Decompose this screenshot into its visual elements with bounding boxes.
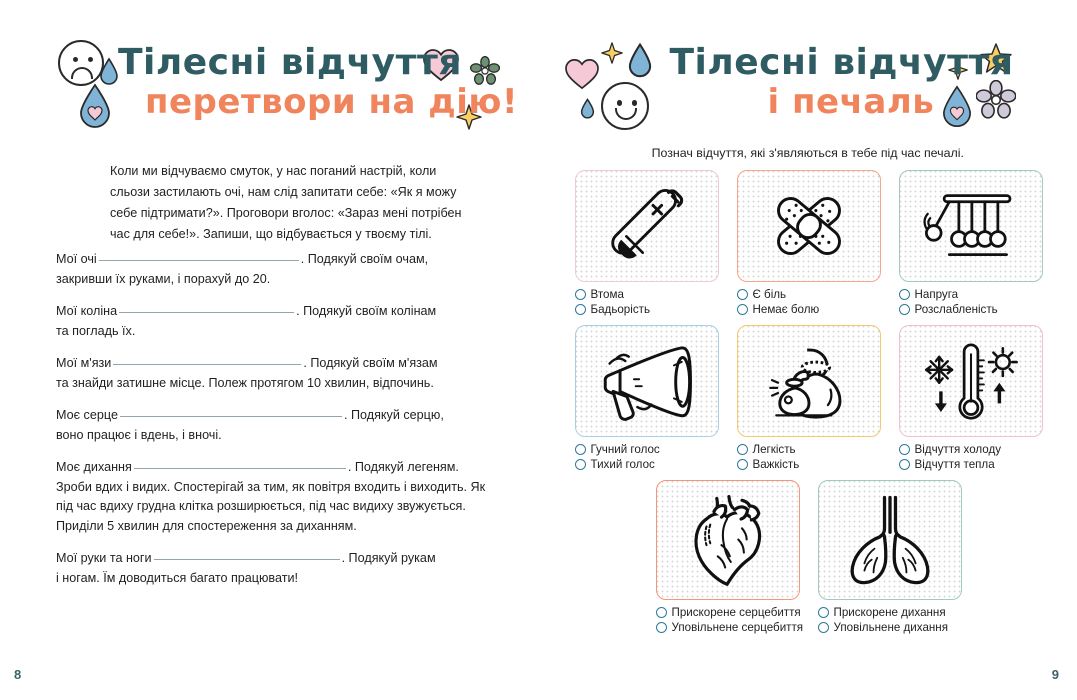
card-options xyxy=(737,442,881,472)
field-tail: . Подякуй серцю, xyxy=(343,408,444,422)
write-in-line[interactable] xyxy=(154,558,340,560)
option-row[interactable] xyxy=(656,620,804,635)
left-title-line2: перетвори на дію! xyxy=(145,82,518,122)
option-label: Є біль xyxy=(752,288,787,301)
right-page xyxy=(539,0,1077,700)
feeling-card xyxy=(737,170,881,317)
feeling-card xyxy=(575,170,719,317)
option-checkbox[interactable] xyxy=(575,304,586,315)
teardrop-heart-icon xyxy=(78,82,112,130)
card-options xyxy=(899,442,1043,472)
option-row[interactable] xyxy=(818,605,962,620)
option-row[interactable] xyxy=(737,457,881,472)
option-label: Легкість xyxy=(752,443,796,456)
option-label: Прискорене серцебиття xyxy=(671,606,801,619)
field-instruction: та знайди затишне місце. Полеж протягом 10 хвилин, відпочинь. xyxy=(56,375,434,390)
option-row[interactable] xyxy=(818,620,962,635)
feeling-card xyxy=(818,480,962,635)
option-row[interactable] xyxy=(899,442,1043,457)
field-label: Моє дихання xyxy=(56,460,132,474)
heart-icon xyxy=(564,58,600,90)
card-options xyxy=(656,605,804,635)
card-row xyxy=(575,325,1043,472)
option-checkbox[interactable] xyxy=(737,289,748,300)
option-row[interactable] xyxy=(737,287,881,302)
field-label: Мої очі xyxy=(56,252,97,266)
option-label: Втома xyxy=(590,288,624,301)
option-label: Прискорене дихання xyxy=(833,606,946,619)
option-checkbox[interactable] xyxy=(818,622,829,633)
option-row[interactable] xyxy=(899,287,1043,302)
option-row[interactable] xyxy=(575,302,719,317)
fill-in-field xyxy=(56,458,494,536)
option-label: Немає болю xyxy=(752,303,820,316)
teardrop-icon xyxy=(627,42,653,80)
card-options xyxy=(818,605,962,635)
option-row[interactable] xyxy=(575,287,719,302)
fill-in-fields xyxy=(56,250,494,601)
heart-organ-icon-card xyxy=(656,480,800,600)
smiley-face-icon xyxy=(601,82,649,130)
instruction-text: Познач відчуття, які з'являються в тебе під час печалі. xyxy=(651,146,964,160)
fill-in-field xyxy=(56,406,494,445)
field-tail: . Подякуй легеням. xyxy=(347,460,459,474)
option-label: Розслабленість xyxy=(914,303,998,316)
fill-in-field xyxy=(56,250,494,289)
fill-in-field xyxy=(56,354,494,393)
page-number-right: 9 xyxy=(1051,667,1059,682)
field-instruction: воно працює і вдень, і вночі. xyxy=(56,427,222,442)
right-title-line2: і печаль xyxy=(767,82,935,122)
field-tail: . Подякуй своїм колінам xyxy=(296,304,437,318)
option-row[interactable] xyxy=(656,605,800,620)
write-in-line[interactable] xyxy=(119,311,294,313)
option-label: Тихий голос xyxy=(590,458,655,471)
left-title-line1: Тілесні відчуття xyxy=(118,42,462,83)
teardrop-small-icon xyxy=(580,98,595,120)
option-label: Напруга xyxy=(914,288,959,301)
field-tail: . Подякуй своїм очам, xyxy=(300,252,429,266)
option-checkbox[interactable] xyxy=(575,444,586,455)
option-label: Важкість xyxy=(752,458,800,471)
option-label: Гучний голос xyxy=(590,443,660,456)
option-row[interactable] xyxy=(575,457,719,472)
field-tail: . Подякуй рукам xyxy=(341,551,436,565)
card-options xyxy=(575,287,719,317)
option-checkbox[interactable] xyxy=(737,304,748,315)
thermometer-icon-card xyxy=(899,325,1043,437)
option-checkbox[interactable] xyxy=(899,289,910,300)
feeling-card xyxy=(899,170,1043,317)
fill-in-field xyxy=(56,302,494,341)
option-checkbox[interactable] xyxy=(575,289,586,300)
option-row[interactable] xyxy=(575,442,719,457)
sparkle-star-icon xyxy=(601,42,623,64)
option-row[interactable] xyxy=(737,302,881,317)
write-in-line[interactable] xyxy=(99,259,299,261)
battery-low-icon-card xyxy=(575,170,719,282)
newtons-cradle-icon-card xyxy=(899,170,1043,282)
option-row[interactable] xyxy=(899,302,1043,317)
field-tail: . Подякуй своїм м'язам xyxy=(303,356,438,370)
option-checkbox[interactable] xyxy=(899,304,910,315)
sad-face-icon xyxy=(58,40,104,86)
kettlebell-icon-card xyxy=(737,325,881,437)
option-label: Відчуття тепла xyxy=(914,458,995,471)
field-instruction: закривши їх руками, і порахуй до 20. xyxy=(56,271,271,286)
lungs-icon-card xyxy=(818,480,962,600)
option-checkbox[interactable] xyxy=(737,459,748,470)
card-row xyxy=(575,170,1043,317)
option-row[interactable] xyxy=(899,457,1043,472)
write-in-line[interactable] xyxy=(113,363,301,365)
option-checkbox[interactable] xyxy=(656,607,667,618)
option-label: Уповільнене серцебиття xyxy=(671,621,804,634)
field-label: Мої коліна xyxy=(56,304,118,318)
card-row xyxy=(575,480,1043,635)
feeling-card xyxy=(899,325,1043,472)
field-instruction: Зроби вдих і видих. Спостерігай за тим, як повітря входить і виходить. Як під час вдиху грудна клітка розширюється, під час видиху звужується. Приділи 5 хвилин для спостереження за диханням. xyxy=(56,479,486,533)
option-checkbox[interactable] xyxy=(818,607,829,618)
option-checkbox[interactable] xyxy=(899,444,910,455)
card-options xyxy=(737,287,881,317)
option-checkbox[interactable] xyxy=(656,622,667,633)
field-instruction: і ногам. Їм доводиться багато працювати! xyxy=(56,570,299,585)
card-options xyxy=(899,287,1043,317)
feelings-card-grid xyxy=(575,170,1043,643)
fill-in-field xyxy=(56,549,494,588)
card-options xyxy=(575,442,719,472)
teardrop-heart-icon xyxy=(941,84,973,129)
megaphone-icon-card xyxy=(575,325,719,437)
feeling-card xyxy=(737,325,881,472)
feeling-card xyxy=(575,325,719,472)
option-label: Відчуття холоду xyxy=(914,443,1002,456)
field-instruction: та погладь їх. xyxy=(56,323,136,338)
left-intro-text: Коли ми відчуваємо смуток, у нас поганий настрій, коли сльози застилають очі, нам слід запитати себе: «Як я можу себе підтримати?». Проговори вголос: «Зараз мені потрібен час для себе!». Запиши, що відбувається у твоєму тілі. xyxy=(110,163,462,241)
write-in-line[interactable] xyxy=(120,415,342,417)
write-in-line[interactable] xyxy=(134,467,346,469)
flower-lavender-icon xyxy=(976,80,1016,120)
option-label: Бадьорість xyxy=(590,303,650,316)
option-label: Уповільнене дихання xyxy=(833,621,948,634)
right-title-line1: Тілесні відчуття xyxy=(669,42,1014,83)
bandage-cross-icon-card xyxy=(737,170,881,282)
option-checkbox[interactable] xyxy=(575,459,586,470)
option-row[interactable] xyxy=(737,442,881,457)
option-checkbox[interactable] xyxy=(737,444,748,455)
field-label: Мої руки та ноги xyxy=(56,551,152,565)
feeling-card xyxy=(656,480,804,635)
option-checkbox[interactable] xyxy=(899,459,910,470)
page-number-left: 8 xyxy=(14,667,22,682)
field-label: Моє серце xyxy=(56,408,118,422)
field-label: Мої м'язи xyxy=(56,356,112,370)
